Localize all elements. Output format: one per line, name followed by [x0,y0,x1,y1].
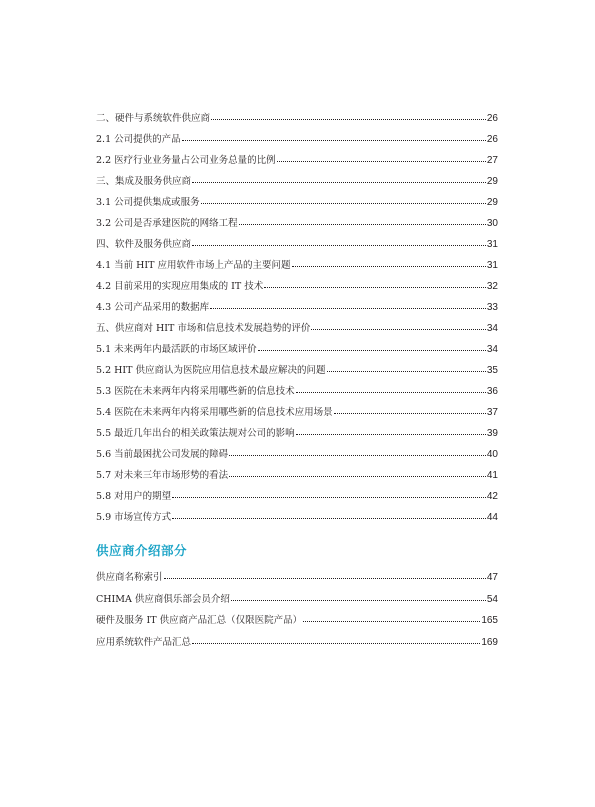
toc-entry-label: 5.7 对未来三年市场形势的看法 [96,470,229,481]
dot-leader [311,328,485,330]
dot-leader [192,244,486,246]
toc-entry[interactable] [96,486,498,507]
dot-leader [182,139,486,141]
toc-entry-page: 29 [486,176,498,187]
toc-entry-page: 41 [486,470,498,481]
toc-entry[interactable] [96,589,498,611]
dot-leader [164,577,486,579]
toc-entry-label: 4.3 公司产品采用的数据库 [96,302,210,313]
dot-leader [303,620,480,622]
toc-entry-page: 165 [481,615,498,626]
dot-leader [239,223,486,225]
toc-entry[interactable] [96,465,498,486]
toc-entry-label: 3.2 公司是否承建医院的网络工程 [96,218,238,229]
toc-entry-label: 四、软件及服务供应商 [96,239,192,250]
toc-entry[interactable] [96,297,498,318]
dot-leader [292,265,486,267]
dot-leader [172,517,486,519]
toc-entry-page: 33 [486,302,498,313]
toc-entry-label: 5.1 未来两年内最活跃的市场区域评价 [96,344,257,355]
toc-entry[interactable] [96,192,498,213]
dot-leader [211,118,486,120]
dot-leader [334,412,486,414]
toc-entry-label: 3.1 公司提供集成或服务 [96,197,200,208]
dot-leader [229,475,486,477]
toc-entry-page: 32 [486,281,498,292]
toc-entry-label: 应用系统软件产品汇总 [96,636,192,648]
toc-entry-page: 54 [486,593,498,605]
dot-leader [264,286,486,288]
toc-entry-label: 三、集成及服务供应商 [96,176,192,187]
toc-entry-label: 4.1 当前 HIT 应用软件市场上产品的主要问题 [96,260,291,271]
dot-leader [210,307,486,309]
toc-entry[interactable] [96,444,498,465]
toc-entry-label: 二、硬件与系统软件供应商 [96,113,211,124]
toc-lower-list [96,567,498,653]
toc-entry-label: 硬件及服务 IT 供应商产品汇总（仅限医院产品） [96,615,303,626]
toc-entry[interactable] [96,423,498,444]
toc-entry-label: 5.8 对用户的期望 [96,491,172,502]
toc-entry-page: 34 [486,344,498,355]
toc-entry[interactable] [96,318,498,339]
toc-entry-label: 5.9 市场宣传方式 [96,512,172,523]
toc-entry-page: 29 [486,197,498,208]
toc-entry-page: 31 [486,260,498,271]
dot-leader [277,160,486,162]
toc-entry-page: 37 [486,407,498,418]
toc-entry[interactable] [96,234,498,255]
toc-entry-label: 5.2 HIT 供应商认为医院应用信息技术最应解决的问题 [96,365,326,376]
section-heading: 供应商介绍部分 [96,543,188,558]
toc-entry-label: 5.3 医院在未来两年内将采用哪些新的信息技术 [96,386,295,397]
toc-entry[interactable] [96,276,498,297]
toc-entry-label: 5.6 当前最困扰公司发展的障碍 [96,449,229,460]
toc-entry-page: 27 [486,155,498,166]
dot-leader [296,433,486,435]
dot-leader [172,496,486,498]
toc-entry-page: 35 [486,365,498,376]
toc-entry-page: 30 [486,218,498,229]
toc-entry-label: 2.2 医疗行业业务量占公司业务总量的比例 [96,155,276,166]
toc-entry[interactable] [96,402,498,423]
toc-entry[interactable] [96,255,498,276]
toc-entry-page: 39 [486,428,498,439]
toc-entry-label: 五、供应商对 HIT 市场和信息技术发展趋势的评价 [96,323,311,334]
toc-entry-page: 42 [486,491,498,502]
dot-leader [296,391,486,393]
dot-leader [258,349,486,351]
toc-entry[interactable] [96,567,498,589]
toc-entry-page: 44 [486,512,498,523]
dot-leader [229,454,486,456]
toc-entry-label: 4.2 目前采用的实现应用集成的 IT 技术 [96,281,264,292]
toc-entry-label: CHIMA 供应商俱乐部会员介绍 [96,593,230,605]
dot-leader [192,181,486,183]
toc-entry[interactable] [96,632,498,654]
toc-entry-page: 36 [486,386,498,397]
toc-entry[interactable] [96,129,498,150]
toc-entry[interactable] [96,171,498,192]
toc-entry-label: 2.1 公司提供的产品 [96,134,181,145]
dot-leader [192,642,480,644]
toc-entry[interactable] [96,360,498,381]
toc-entry[interactable] [96,507,498,528]
toc-entry-page: 40 [486,449,498,460]
dot-leader [231,599,486,601]
toc-entry-page: 47 [486,572,498,583]
dot-leader [327,370,486,372]
toc-entry-page: 26 [486,134,498,145]
toc-entry-page: 169 [481,636,498,648]
toc-entry-page: 34 [486,323,498,334]
toc-entry-label: 5.5 最近几年出台的相关政策法规对公司的影响 [96,428,295,439]
toc-entry[interactable] [96,610,498,632]
toc-upper-list [96,108,498,528]
toc-entry-page: 31 [486,239,498,250]
toc-entry[interactable] [96,150,498,171]
toc-entry[interactable] [96,381,498,402]
dot-leader [201,202,486,204]
toc-entry[interactable] [96,213,498,234]
toc-entry-label: 5.4 医院在未来两年内将采用哪些新的信息技术应用场景 [96,407,333,418]
toc-entry[interactable] [96,339,498,360]
toc-entry-page: 26 [486,113,498,124]
toc-entry-label: 供应商名称索引 [96,572,163,583]
toc-entry[interactable] [96,108,498,129]
